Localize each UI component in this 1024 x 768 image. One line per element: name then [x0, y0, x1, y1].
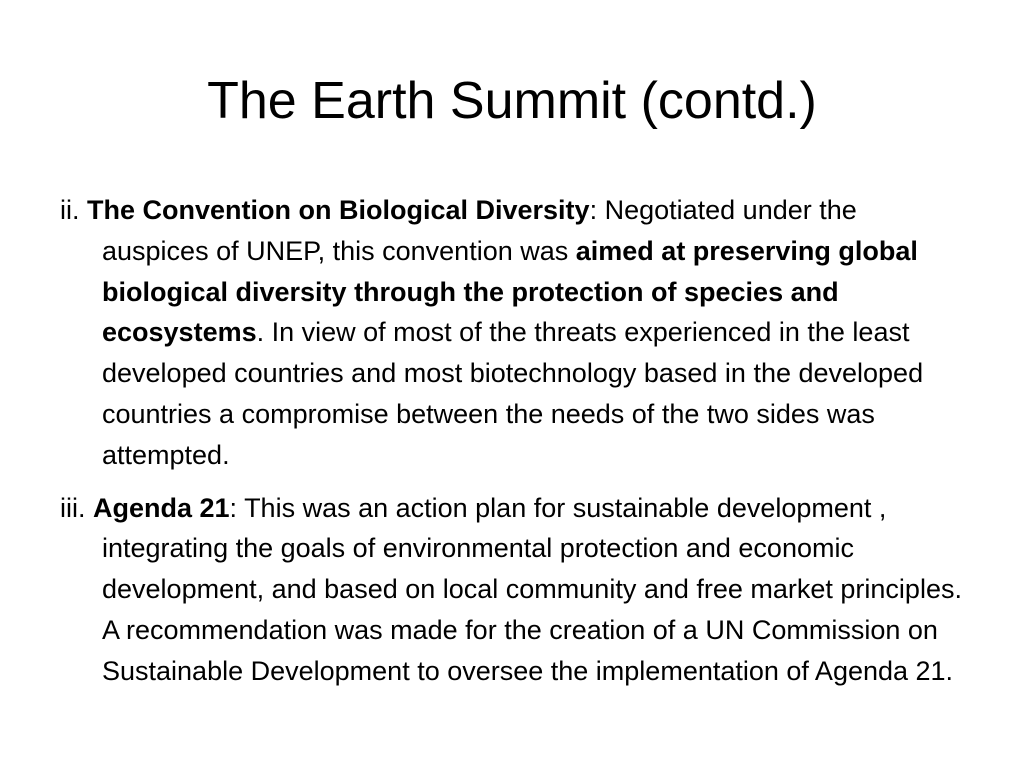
- item-text: This was an action plan for sustainable development , integrating the goals of environmental protection and economic development, and based on local community and free market principles. A recommendation was made for the creation of a UN Commission on Sustainable Development to oversee the implementation of Agenda 21.: [102, 492, 962, 686]
- list-item-agenda-21: [60, 488, 970, 692]
- item-number: ii.: [60, 195, 87, 225]
- item-number: iii.: [60, 492, 93, 523]
- item-text-continued: . In view of most of the threats experienced in the least developed countries and most biotechnology based in the developed countries a compromise between the needs of the two sides was attempted.: [102, 317, 924, 470]
- item-text: Negotiated under the auspices of UNEP, this convention was: [102, 195, 857, 266]
- slide-body: [60, 190, 970, 704]
- item-separator: :: [589, 195, 605, 225]
- item-term: The Convention on Biological Diversity: [87, 195, 590, 225]
- item-separator: :: [229, 492, 245, 523]
- list-item-convention-biological-diversity: [60, 190, 970, 476]
- item-emphasis: aimed at preserving global biological diversity through the protection of species and ecosystems: [102, 235, 918, 348]
- item-term: Agenda 21: [93, 492, 230, 523]
- slide-title: The Earth Summit (contd.): [207, 72, 817, 130]
